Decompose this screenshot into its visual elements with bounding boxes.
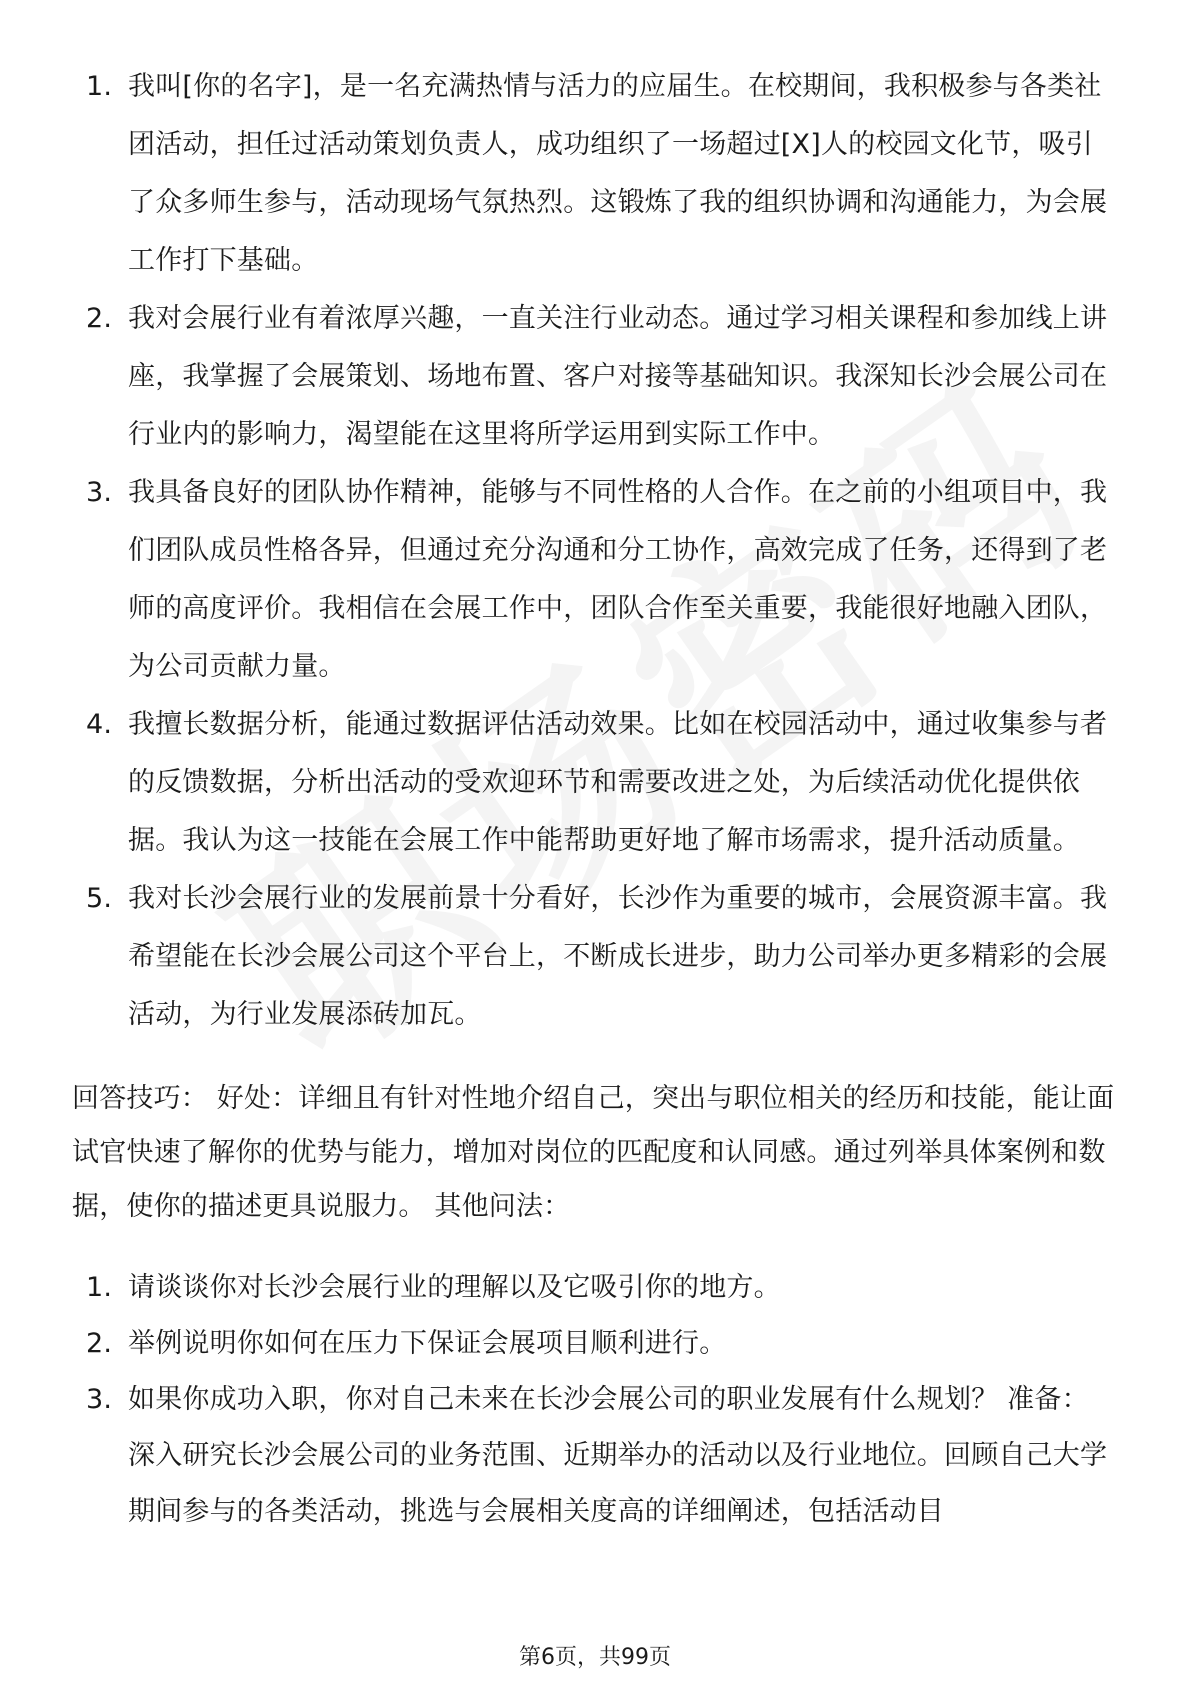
alternative-questions-list [72,1260,1120,1540]
list-item-number: 1. [86,71,113,102]
list-item-number: 1. [86,1272,113,1303]
list-item-number: 3. [86,1384,113,1415]
answer-tips-paragraph: 回答技巧： 好处：详细且有针对性地介绍自己，突出与职位相关的经历和技能，能让面试官快速了解你的优势与能力，增加对岗位的匹配度和认同感。通过列举具体案例和数据，使你的描述更具说服力。 其他问法： [72,1083,1115,1222]
list-item [72,290,1120,464]
list-item-text: 我具备良好的团队协作精神，能够与不同性格的人合作。在之前的小组项目中，我们团队成员性格各异，但通过充分沟通和分工协作，高效完成了任务，还得到了老师的高度评价。我相信在会展工作中，团队合作至关重要，我能很好地融入团队，为公司贡献力量。 [128,477,1108,682]
list-item [72,870,1120,1044]
list-item [72,58,1120,290]
list-item-text: 我擅长数据分析，能通过数据评估活动效果。比如在校园活动中，通过收集参与者的反馈数据，分析出活动的受欢迎环节和需要改进之处，为后续活动优化提供依据。我认为这一技能在会展工作中能帮助更好地了解市场需求，提升活动质量。 [128,709,1108,856]
list-item [72,1316,1120,1372]
list-item-number: 2. [86,1328,113,1359]
page-content [72,58,1120,1540]
list-item-text: 我叫[你的名字]，是一名充满热情与活力的应届生。在校期间，我积极参与各类社团活动，担任过活动策划负责人，成功组织了一场超过[X]人的校园文化节，吸引了众多师生参与，活动现场气氛热烈。这锻炼了我的组织协调和沟通能力，为会展工作打下基础。 [128,71,1108,276]
list-item-text: 如果你成功入职，你对自己未来在长沙会展公司的职业发展有什么规划？ 准备： 深入研究长沙会展公司的业务范围、近期举办的活动以及行业地位。回顾自己大学期间参与的各类活动，挑选与会展相关度高的详细阐述，包括活动目 [128,1384,1108,1527]
list-item-number: 4. [86,709,113,740]
list-item [72,464,1120,696]
list-item-text: 举例说明你如何在压力下保证会展项目顺利进行。 [128,1328,727,1359]
list-item-text: 我对长沙会展行业的发展前景十分看好，长沙作为重要的城市，会展资源丰富。我希望能在长沙会展公司这个平台上，不断成长进步，助力公司举办更多精彩的会展活动，为行业发展添砖加瓦。 [128,883,1108,1030]
answer-points-list [72,58,1120,1044]
list-item [72,1260,1120,1316]
list-item [72,1372,1120,1540]
list-item-number: 5. [86,883,113,914]
page-number-footer: 第6页，共99页 [519,1645,671,1670]
list-item [72,696,1120,870]
list-item-number: 3. [86,477,113,508]
list-item-text: 我对会展行业有着浓厚兴趣，一直关注行业动态。通过学习相关课程和参加线上讲座，我掌握了会展策划、场地布置、客户对接等基础知识。我深知长沙会展公司在行业内的影响力，渴望能在这里将所学运用到实际工作中。 [128,303,1108,450]
list-item-number: 2. [86,303,113,334]
list-item-text: 请谈谈你对长沙会展行业的理解以及它吸引你的地方。 [128,1272,781,1303]
